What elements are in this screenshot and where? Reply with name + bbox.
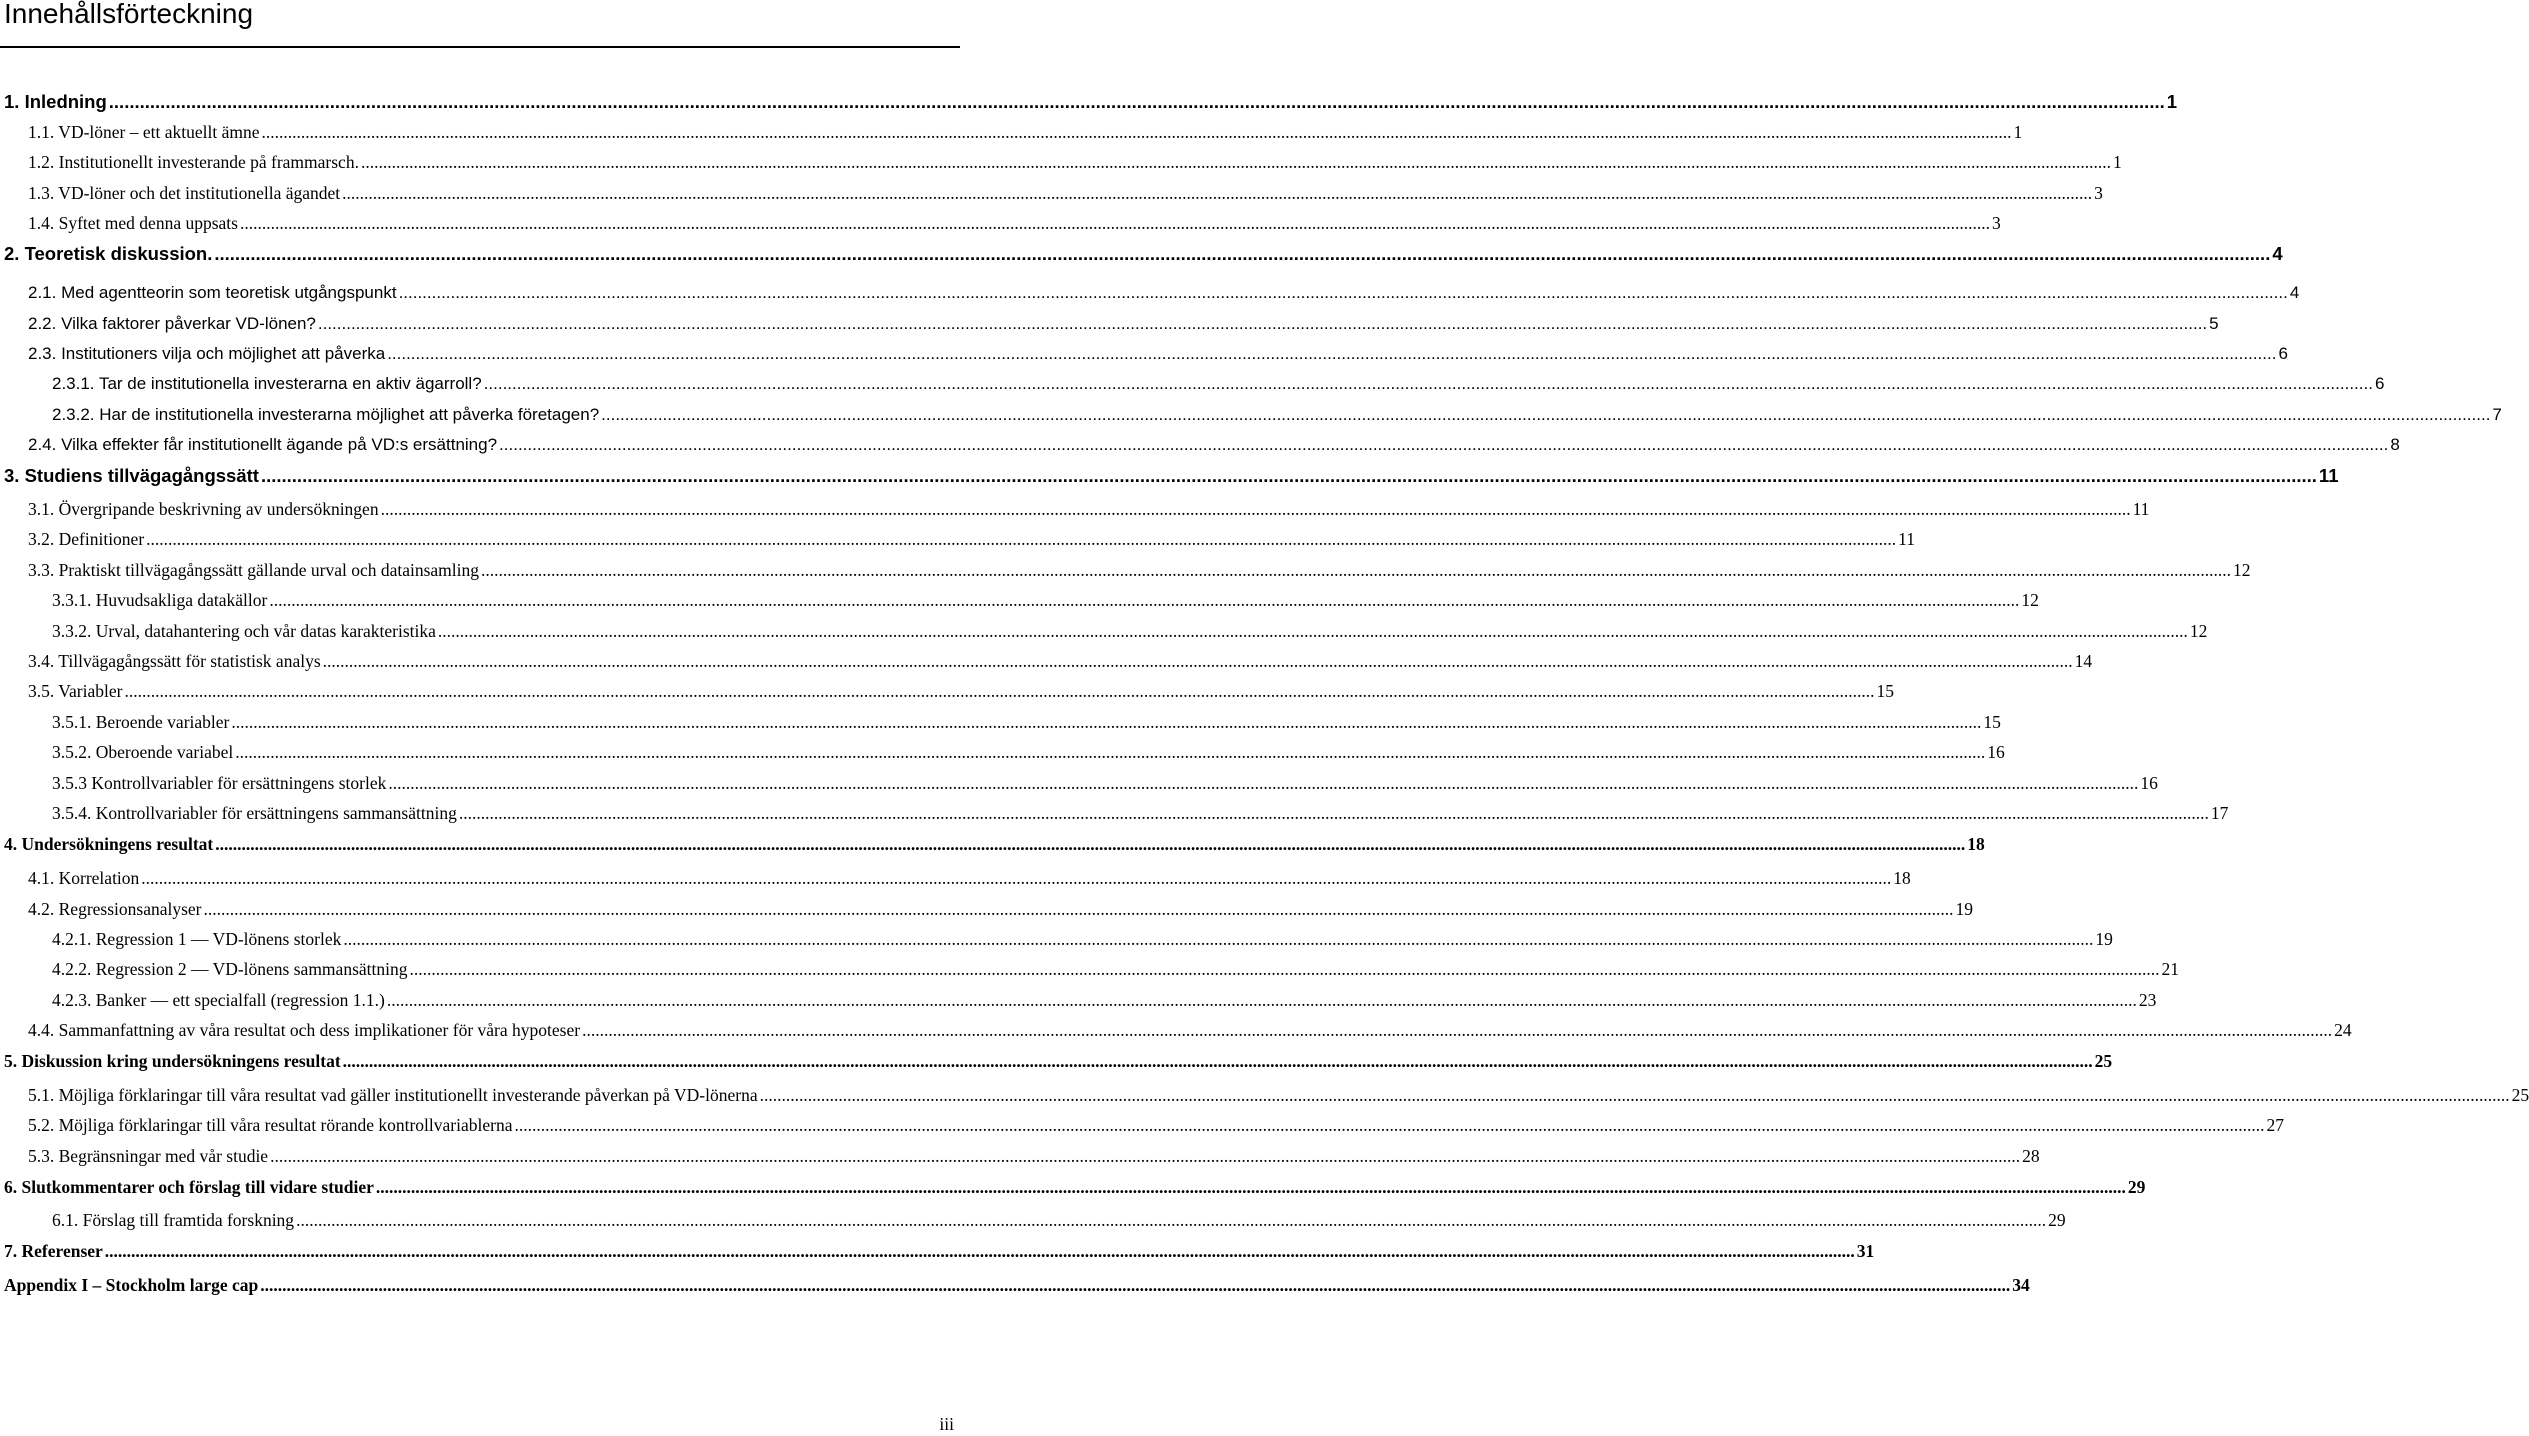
toc-entry-page: 29 [2127,1177,2146,1197]
toc-dot-leader: ................................................................................................................................................................................................................................................................................................................................................................................................................ [582,1020,2333,1040]
toc-dot-leader: ................................................................................................................................................................................................................................................................................................................................................................................................................ [317,314,2208,333]
toc-entry[interactable] [52,928,2113,950]
toc-entry-label: 6. Slutkommentarer och förslag till vidare studier [4,1177,374,1197]
toc-entry-label: 3.2. Definitioner [28,529,145,549]
toc-entry-label: 2.1. Med agentteorin som teoretisk utgångspunkt [28,283,397,302]
toc-entry-page: 18 [1967,834,1985,854]
toc-entry-label: 3.4. Tillvägagångssätt för statistisk analys [28,651,321,671]
toc-dot-leader: ................................................................................................................................................................................................................................................................................................................................................................................................................ [437,621,2188,641]
toc-entry-page: 12 [2021,590,2039,610]
toc-entry-label: 3.5.4. Kontrollvariabler för ersättningens sammansättning [52,803,457,823]
toc-entry[interactable] [52,589,2039,611]
toc-entry-page: 11 [2132,499,2150,519]
toc-entry[interactable] [4,1274,2030,1296]
toc-entry-label: 4.2. Regressionsanalyser [28,899,202,919]
toc-dot-leader: ................................................................................................................................................................................................................................................................................................................................................................................................................ [141,868,1892,888]
toc-entry-page: 15 [1983,712,2001,732]
toc-entry-page: 1 [2112,152,2122,172]
toc-entry-label: 3.3. Praktiskt tillvägagångssätt gällande urval och datainsamling [28,560,480,580]
toc-entry[interactable] [4,243,2283,265]
toc-dot-leader: ................................................................................................................................................................................................................................................................................................................................................................................................................ [270,1146,2021,1166]
toc-entry-label: 2.4. Vilka effekter får institutionellt ägande på VD:s ersättning? [28,435,498,454]
toc-entry[interactable] [4,833,1985,855]
toc-dot-leader: ................................................................................................................................................................................................................................................................................................................................................................................................................ [269,590,2020,610]
toc-entry[interactable] [28,121,2023,143]
toc-entry-page: 16 [1987,742,2005,762]
toc-entry-page: 11 [1898,529,1916,549]
toc-entry-page: 6 [2374,374,2385,393]
toc-entry[interactable] [28,1145,2040,1167]
toc-dot-leader: ................................................................................................................................................................................................................................................................................................................................................................................................................ [203,899,1954,919]
toc-dot-leader: ................................................................................................................................................................................................................................................................................................................................................................................................................ [601,405,2491,424]
toc-entry-page: 17 [2210,803,2229,823]
toc-entry[interactable] [28,680,1894,702]
toc-dot-leader: ................................................................................................................................................................................................................................................................................................................................................................................................................ [343,929,2094,949]
toc-entry[interactable] [28,898,1974,920]
toc-entry[interactable] [52,989,2157,1011]
toc-dot-leader: ................................................................................................................................................................................................................................................................................................................................................................................................................ [261,122,2012,142]
toc-entry[interactable] [28,528,1916,550]
toc-entry-label: 1.2. Institutionellt investerande på frammarsch. [28,152,359,172]
toc-dot-leader: ................................................................................................................................................................................................................................................................................................................................................................................................................ [386,990,2137,1010]
toc-dot-leader: ................................................................................................................................................................................................................................................................................................................................................................................................................ [380,499,2131,519]
toc-entry-page: 24 [2334,1020,2352,1040]
toc-entry-label: 3.5.2. Oberoende variabel [52,742,234,762]
toc-entry-label: 2. Teoretisk diskussion. [4,243,213,264]
toc-entry-page: 4 [2272,243,2283,264]
toc-entry[interactable] [52,404,2502,426]
toc-entry[interactable] [28,434,2400,456]
toc-entry-page: 15 [1876,681,1894,701]
toc-entry-label: 1.1. VD-löner – ett aktuellt ämne [28,122,260,142]
toc-entry-label: 2.3. Institutioners vilja och möjlighet att påverka [28,344,386,363]
toc-entry[interactable] [28,867,1911,889]
toc-entry[interactable] [28,1019,2352,1041]
toc-dot-leader: ................................................................................................................................................................................................................................................................................................................................................................................................................ [108,91,2165,112]
toc-dot-leader: ................................................................................................................................................................................................................................................................................................................................................................................................................ [296,1210,2047,1230]
toc-dot-leader: ................................................................................................................................................................................................................................................................................................................................................................................................................ [231,712,1982,732]
toc-entry-label: 3.5. Variabler [28,681,123,701]
toc-entry-page: 3 [1991,213,2001,233]
toc-entry-page: 23 [2138,990,2157,1010]
toc-entry-label: 5. Diskussion kring undersökningens resultat [4,1051,341,1071]
toc-entry-label: 3. Studiens tillvägagångssätt [4,465,259,486]
toc-entry-page: 25 [2511,1085,2529,1105]
toc-dot-leader: ................................................................................................................................................................................................................................................................................................................................................................................................................ [481,560,2232,580]
toc-entry-label: 4.2.3. Banker — ett specialfall (regression 1.1.) [52,990,385,1010]
toc-entry[interactable] [28,498,2150,520]
toc-dot-leader: ................................................................................................................................................................................................................................................................................................................................................................................................................ [146,529,1897,549]
toc-entry[interactable] [28,650,2093,672]
toc-entry-label: 2.3.2. Har de institutionella investerarna möjlighet att påverka företagen? [52,405,600,424]
toc-dot-leader: ................................................................................................................................................................................................................................................................................................................................................................................................................ [260,465,2317,486]
toc-dot-leader: ................................................................................................................................................................................................................................................................................................................................................................................................................ [398,283,2288,302]
toc-entry-page: 16 [2140,773,2158,793]
toc-dot-leader: ................................................................................................................................................................................................................................................................................................................................................................................................................ [104,1241,1855,1261]
toc-entry[interactable] [4,1176,2146,1198]
toc-entry-page: 1 [2166,91,2178,112]
toc-entry-page: 21 [2161,959,2179,979]
toc-dot-leader: ................................................................................................................................................................................................................................................................................................................................................................................................................ [514,1115,2265,1135]
toc-entry-page: 12 [2233,560,2251,580]
toc-entry-page: 31 [1856,1241,1875,1261]
toc-entry[interactable] [28,559,2251,581]
toc-entry-page: 25 [2094,1051,2113,1071]
toc-entry[interactable] [4,1240,1875,1262]
toc-dot-leader: ................................................................................................................................................................................................................................................................................................................................................................................................................ [235,742,1986,762]
toc-entry-label: 3.3.2. Urval, datahantering och vår datas karakteristika [52,621,436,641]
toc-dot-leader: ................................................................................................................................................................................................................................................................................................................................................................................................................ [409,959,2160,979]
toc-entry-page: 34 [2012,1275,2030,1295]
toc-dot-leader: ................................................................................................................................................................................................................................................................................................................................................................................................................ [322,651,2073,671]
toc-entry-page: 7 [2492,405,2502,424]
toc-entry-label: 1.4. Syftet med denna uppsats [28,213,238,233]
page-number: iii [939,1414,954,1434]
toc-entry[interactable] [28,151,2122,173]
toc-entry[interactable] [52,711,2001,733]
toc-entry-page: 5 [2209,314,2219,333]
toc-entry-page: 19 [1955,899,1974,919]
toc-entry-label: 4.1. Korrelation [28,868,140,888]
toc-dot-leader: ................................................................................................................................................................................................................................................................................................................................................................................................................ [499,435,2389,454]
toc-dot-leader: ................................................................................................................................................................................................................................................................................................................................................................................................................ [360,152,2111,172]
toc-entry-label: 4.4. Sammanfattning av våra resultat och dess implikationer för våra hypoteser [28,1020,581,1040]
toc-entry[interactable] [52,1209,2066,1231]
toc-entry-label: 3.3.1. Huvudsakliga datakällor [52,590,268,610]
toc-entry-label: 3.1. Övergripande beskrivning av undersökningen [28,499,379,519]
toc-entry-label: 4. Undersökningens resultat [4,834,214,854]
toc-entry[interactable] [28,343,2288,365]
toc-entry-label: 5.2. Möjliga förklaringar till våra resultat rörande kontrollvariablerna [28,1115,513,1135]
toc-entry-page: 1 [2013,122,2023,142]
toc-entry-page: 18 [1893,868,1911,888]
toc-entry[interactable] [28,1084,2529,1106]
toc-dot-leader: ................................................................................................................................................................................................................................................................................................................................................................................................................ [388,773,2139,793]
toc-entry[interactable] [4,91,2178,113]
toc-entry-label: Appendix I – Stockholm large cap [4,1275,259,1295]
toc-entry-label: 1.3. VD-löner och det institutionella ägandet [28,183,341,203]
toc-dot-leader: ................................................................................................................................................................................................................................................................................................................................................................................................................ [375,1177,2126,1197]
toc-entry[interactable] [28,282,2300,304]
toc-dot-leader: ................................................................................................................................................................................................................................................................................................................................................................................................................ [387,344,2277,363]
toc-entry[interactable] [52,373,2385,395]
toc-dot-leader: ................................................................................................................................................................................................................................................................................................................................................................................................................ [214,243,2271,264]
toc-entry[interactable] [52,802,2229,824]
toc-entry[interactable] [52,620,2208,642]
toc-dot-leader: ................................................................................................................................................................................................................................................................................................................................................................................................................ [483,374,2373,393]
toc-entry-label: 3.5.1. Beroende variabler [52,712,230,732]
toc-entry-page: 27 [2266,1115,2284,1135]
toc-entry-label: 3.5.3 Kontrollvariabler för ersättningens storlek [52,773,387,793]
toc-dot-leader: ................................................................................................................................................................................................................................................................................................................................................................................................................ [342,1051,2093,1071]
toc-dot-leader: ................................................................................................................................................................................................................................................................................................................................................................................................................ [759,1085,2510,1105]
toc-entry-page: 3 [2094,183,2103,203]
toc-entry-page: 8 [2390,435,2400,454]
toc-entry[interactable] [28,313,2219,335]
toc-entry[interactable] [52,958,2179,980]
toc-entry[interactable] [28,182,2103,204]
toc-entry-label: 4.2.2. Regression 2 — VD-lönens sammansättning [52,959,408,979]
toc-entry-label: 6.1. Förslag till framtida forskning [52,1210,295,1230]
toc-dot-leader: ................................................................................................................................................................................................................................................................................................................................................................................................................ [260,1275,2011,1295]
toc-entry[interactable] [4,465,2339,487]
toc-entry[interactable] [52,741,2005,763]
toc-dot-leader: ................................................................................................................................................................................................................................................................................................................................................................................................................ [239,213,1990,233]
toc-entry-page: 14 [2074,651,2093,671]
toc-entry-label: 7. Referenser [4,1241,103,1261]
toc-entry-label: 1. Inledning [4,91,107,112]
toc-entry-page: 12 [2189,621,2208,641]
toc-entry-label: 4.2.1. Regression 1 — VD-lönens storlek [52,929,342,949]
toc-entry-page: 6 [2278,344,2288,363]
toc-entry-label: 5.1. Möjliga förklaringar till våra resultat vad gäller institutionellt investerande påverkan på VD-lönerna [28,1085,758,1105]
toc-dot-leader: ................................................................................................................................................................................................................................................................................................................................................................................................................ [124,681,1875,701]
toc-entry[interactable] [28,1114,2284,1136]
toc-entry[interactable] [52,772,2158,794]
toc-dot-leader: ................................................................................................................................................................................................................................................................................................................................................................................................................ [342,183,2093,203]
toc-entry-label: 2.3.1. Tar de institutionella investerarna en aktiv ägarroll? [52,374,482,393]
toc-entry-page: 11 [2318,465,2339,486]
toc-entry-label: 2.2. Vilka faktorer påverkar VD-lönen? [28,314,316,333]
toc-heading: Innehållsförteckning [4,0,254,29]
toc-dot-leader: ................................................................................................................................................................................................................................................................................................................................................................................................................ [215,834,1966,854]
toc-entry-page: 4 [2289,283,2300,302]
toc-entry-page: 29 [2048,1210,2066,1230]
toc-entry[interactable] [28,212,2001,234]
toc-dot-leader: ................................................................................................................................................................................................................................................................................................................................................................................................................ [458,803,2209,823]
toc-entry-label: 5.3. Begränsningar med vår studie [28,1146,269,1166]
toc-entry-page: 19 [2095,929,2113,949]
heading-rule [0,46,960,48]
toc-entry[interactable] [4,1050,2113,1072]
toc-entry-page: 28 [2022,1146,2040,1166]
